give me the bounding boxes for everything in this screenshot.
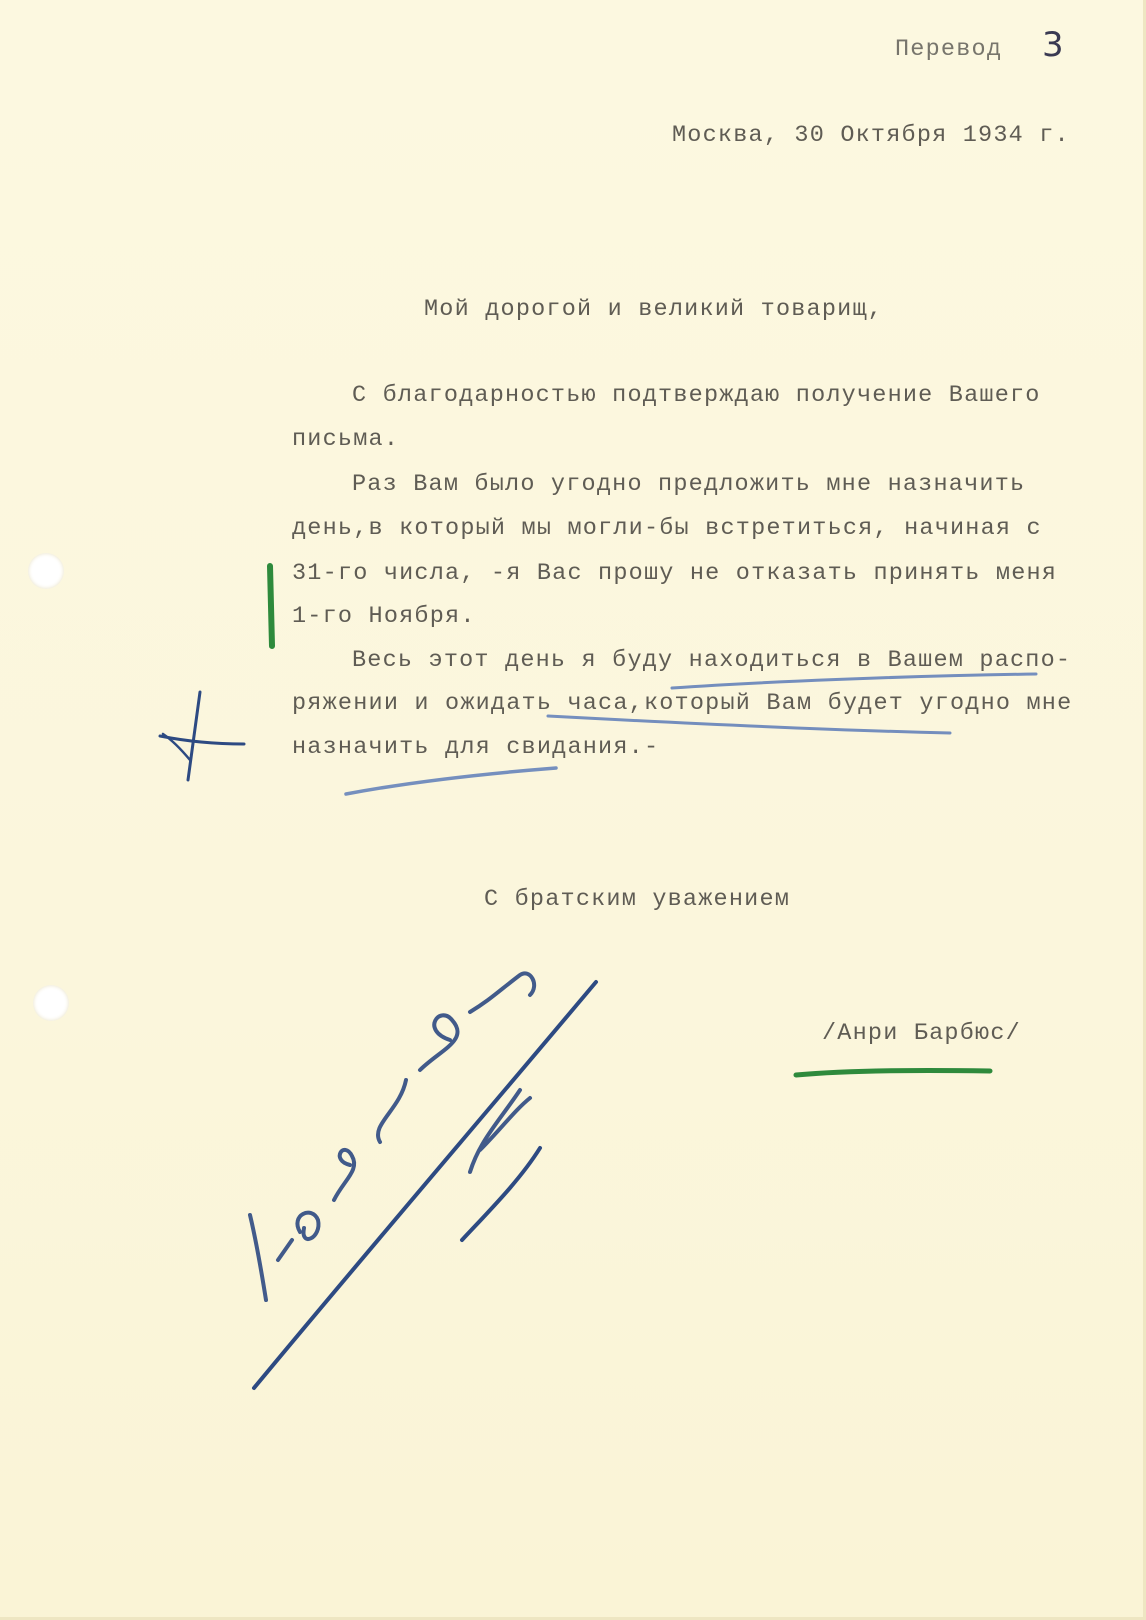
paragraph-3-line-1: Весь этот день я буду находиться в Вашем распо- (352, 647, 1072, 674)
handwritten-note-glyphs (250, 973, 534, 1300)
paragraph-3-line-2: ряжении и ожидать часа,который Вам будет угодно мне (292, 690, 1073, 717)
green-signature-underline (796, 1070, 990, 1075)
paragraph-2-line-3: 31-го числа, -я Вас прошу не отказать принять меня (292, 560, 1058, 587)
page-number: 3 (1042, 25, 1064, 65)
closing: С братским уважением (484, 886, 791, 913)
paragraph-2-line-4: 1-го Ноября. (292, 603, 476, 630)
salutation: Мой дорогой и великий товарищ, (424, 296, 884, 323)
paragraph-1-line-2: письма. (292, 426, 400, 453)
blue-strike-line (254, 982, 596, 1388)
paragraph-2-line-2: день,в который мы могли-бы встретиться, начиная с (292, 515, 1042, 542)
green-margin-mark (270, 566, 272, 646)
paragraph-1-line-1: С благодарностью подтверждаю получение Вашего (352, 382, 1041, 409)
blue-underline-marks (346, 674, 1036, 794)
paragraph-2-line-1: Раз Вам было угодно предложить мне назначить (352, 471, 1026, 498)
date-line: Москва, 30 Октября 1934 г. (672, 122, 1070, 149)
paragraph-3-line-3: назначить для свидания.- (292, 734, 660, 761)
translation-label: Перевод (895, 36, 1003, 63)
blue-cross-mark (160, 692, 244, 780)
signature: /Анри Барбюс/ (822, 1020, 1021, 1047)
